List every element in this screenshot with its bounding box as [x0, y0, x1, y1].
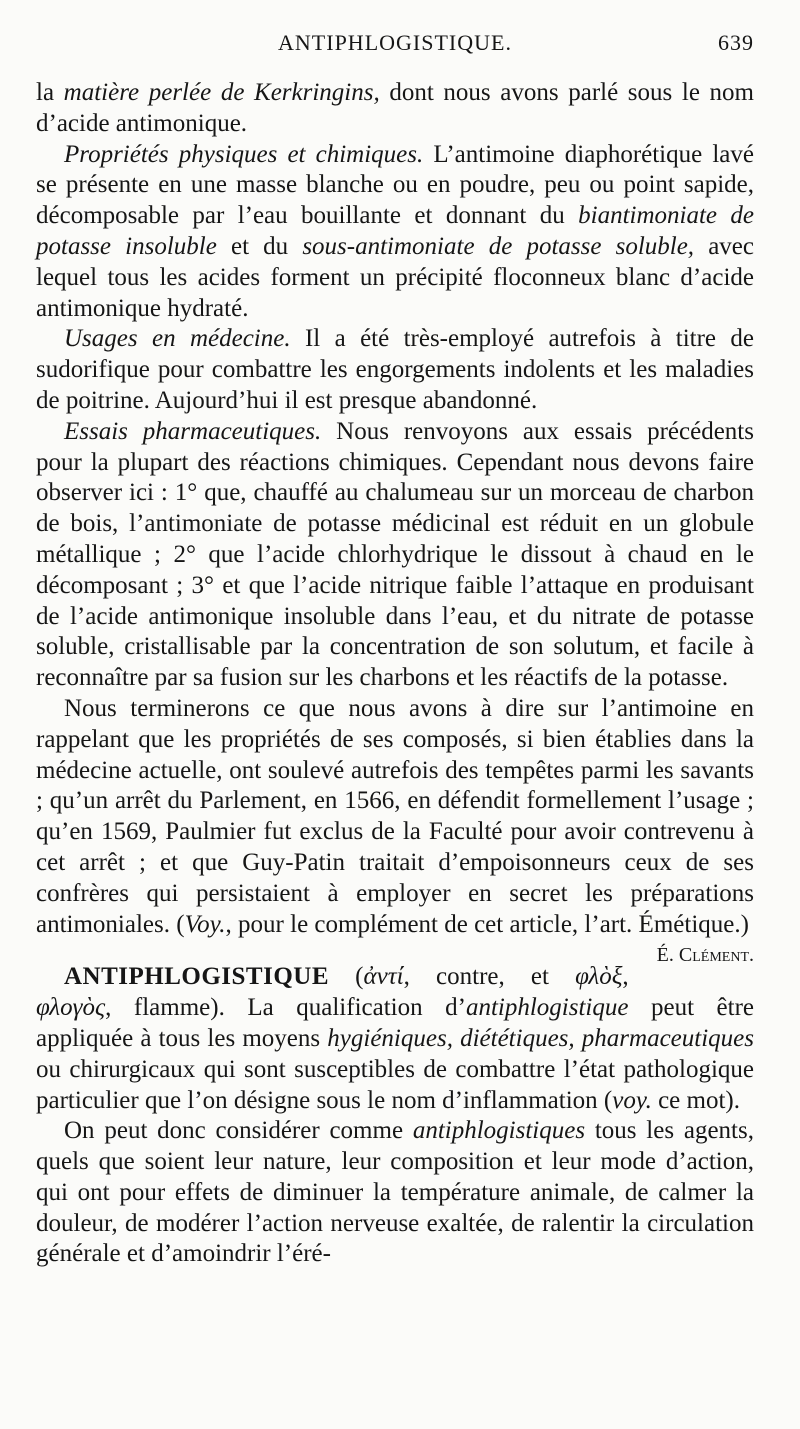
- running-header: [36, 30, 754, 64]
- running-title: ANTIPHLOGISTIQUE.: [278, 30, 512, 55]
- text-run: ,: [622, 963, 629, 991]
- italic-text: antiphlogistique: [465, 994, 629, 1022]
- italic-text: ἀντί: [363, 963, 404, 991]
- page-body: [36, 78, 754, 1270]
- paragraph: [36, 78, 754, 140]
- text-run: , flamme). La qualification d’: [105, 994, 466, 1022]
- text-run: tous les agents, quels que soient leur nature, leur composition et leur mode d’action, qui ont pour effets de diminuer la température animale, de calmer la douleur, de modérer l’action nerveuse exaltée, de ralentir la circulation générale et d’amoindrir l’éré-: [36, 1117, 754, 1268]
- text-run: ce mot).: [651, 1086, 740, 1114]
- text-run: L’antimoine diaphorétique lavé se présente en une masse blanche ou en poudre, peu ou point sapide, décomposable par l’eau bouillante et donnant du: [36, 140, 754, 230]
- paragraph: [36, 417, 754, 694]
- paragraph: [36, 324, 754, 416]
- italic-text: φλογὸς: [36, 994, 106, 1022]
- text-run: ou chirurgicaux qui sont susceptibles de combattre l’état pathologique particulier que l’on désigne sous le nom d’inflammation (: [36, 1055, 754, 1114]
- italic-text: antiphlogistiques: [412, 1117, 586, 1145]
- italic-text: Propriétés physiques et chimiques.: [64, 140, 424, 168]
- text-run: Nous renvoyons aux essais précédents pour la plupart des réactions chimiques. Cependant nous devons faire observer ici : 1° que, chauffé au chalumeau sur un morceau de charbon de bois, l’antimoniate de potasse médicinal est réduit en un globule métallique ; 2° que l’acide chlorhydrique le dissout à chaud en le décomposant ; 3° et que l’acide nitrique faible l’attaque en produisant de l’acide antimonique insoluble dans l’eau, et du nitrate de potasse soluble, cristallisable par la concentration de son solutum, et facile à reconnaître par sa fusion sur les charbons et les réactifs de la potasse.: [36, 417, 754, 692]
- text-run: Nous terminerons ce que nous avons à dire sur l’antimoine en rappelant que les propriétés de ses composés, si bien établies dans la médecine actuelle, ont soulevé autrefois des tempêtes parmi les savants ; qu’un arrêt du Parlement, en 1566, en défendit formellement l’usage ; qu’en 1569, Paulmier fut exclus de la Faculté pour avoir contrevenu à cet arrêt ; et que Guy-Patin traitait d’empoisonneurs ceux de ses confrères qui persistaient à employer en secret les préparations antimoniales. (: [36, 694, 754, 938]
- italic-text: Voy.: [184, 910, 226, 938]
- text-run: (: [329, 963, 364, 991]
- paragraph: [36, 694, 754, 967]
- text-run: et du: [216, 232, 303, 260]
- text-run: Il a été très-employé autrefois à titre de sudorifique pour combattre les engorgements indolents et les maladies de poitrine. Aujourd’hui il est presque abandonné.: [36, 325, 754, 414]
- paragraph: [36, 140, 754, 325]
- page-number: 639: [718, 30, 754, 55]
- text-run: dont nous avons parlé sous le nom d’acide antimonique.: [36, 79, 754, 137]
- italic-text: Essais pharmaceutiques.: [64, 417, 322, 445]
- italic-text: matière perlée de Kerkringins,: [63, 79, 380, 106]
- text-run: la: [36, 79, 64, 106]
- italic-text: voy.: [612, 1086, 652, 1114]
- italic-text: φλὸξ: [575, 963, 623, 991]
- text-run: avec lequel tous les acides forment un précipité floconneux blanc d’acide antimonique hydraté.: [36, 232, 755, 322]
- text-run: On peut donc considérer comme: [64, 1117, 413, 1145]
- text-run: , pour le complément de cet article, l’art. Émétique.): [225, 910, 749, 938]
- text-run: peut être appliquée à tous les moyens: [36, 994, 755, 1052]
- paragraph: [36, 1116, 754, 1270]
- author-signature: É. Clément.: [656, 944, 754, 967]
- entry-paragraph: [36, 962, 754, 1116]
- italic-text: biantimoniate de potasse insoluble: [36, 202, 754, 260]
- italic-text: Usages en médecine.: [64, 325, 291, 353]
- italic-text: sous-antimoniate de potasse soluble,: [302, 232, 695, 260]
- italic-text: hygiéniques, diététiques, pharmaceutiques: [327, 1024, 754, 1052]
- text-run: , contre, et: [403, 963, 576, 991]
- entry-term: ANTIPHLOGISTIQUE: [64, 963, 330, 991]
